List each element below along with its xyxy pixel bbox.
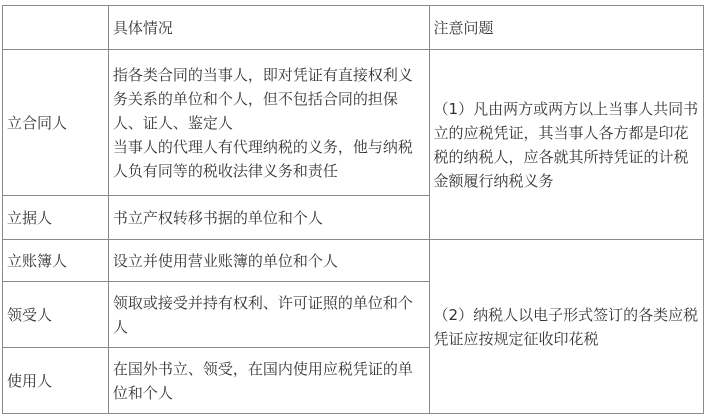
table-row bbox=[3, 50, 704, 196]
header-cell-details: 具体情况 bbox=[108, 6, 429, 50]
table-header-row bbox=[3, 6, 704, 50]
details-cell: 领取或接受并持有权利、许可证照的单位和个人 bbox=[108, 282, 429, 348]
details-text: 当事人的代理人有代理纳税的义务，他与纳税人负有同等的税收法律义务和责任 bbox=[112, 137, 413, 180]
taxpayer-table bbox=[2, 5, 704, 414]
role-cell: 立据人 bbox=[3, 196, 109, 240]
note-cell: （1）凡由两方或两方以上当事人共同书立的应税凭证，其当事人各方都是印花税的纳税人，应各就其所持凭证的计税金额履行纳税义务 bbox=[429, 50, 703, 240]
role-cell: 使用人 bbox=[3, 348, 109, 414]
details-cell: 在国外书立、领受，在国内使用应税凭证的单位和个人 bbox=[108, 348, 429, 414]
details-cell: 设立并使用营业账簿的单位和个人 bbox=[108, 240, 429, 282]
role-cell: 领受人 bbox=[3, 282, 109, 348]
details-text: 指各类合同的当事人，即对凭证有直接权利义务关系的单位和个人，但不包括合同的担保人、证人、鉴定人 bbox=[112, 65, 413, 132]
role-cell: 立账簿人 bbox=[3, 240, 109, 282]
details-cell: 书立产权转移书据的单位和个人 bbox=[108, 196, 429, 240]
header-cell-role bbox=[3, 6, 109, 50]
details-cell bbox=[108, 50, 429, 196]
header-cell-notes: 注意问题 bbox=[429, 6, 703, 50]
note-cell: （2）纳税人以电子形式签订的各类应税凭证应按规定征收印花税 bbox=[429, 240, 703, 414]
table-row bbox=[3, 240, 704, 282]
role-cell: 立合同人 bbox=[3, 50, 109, 196]
